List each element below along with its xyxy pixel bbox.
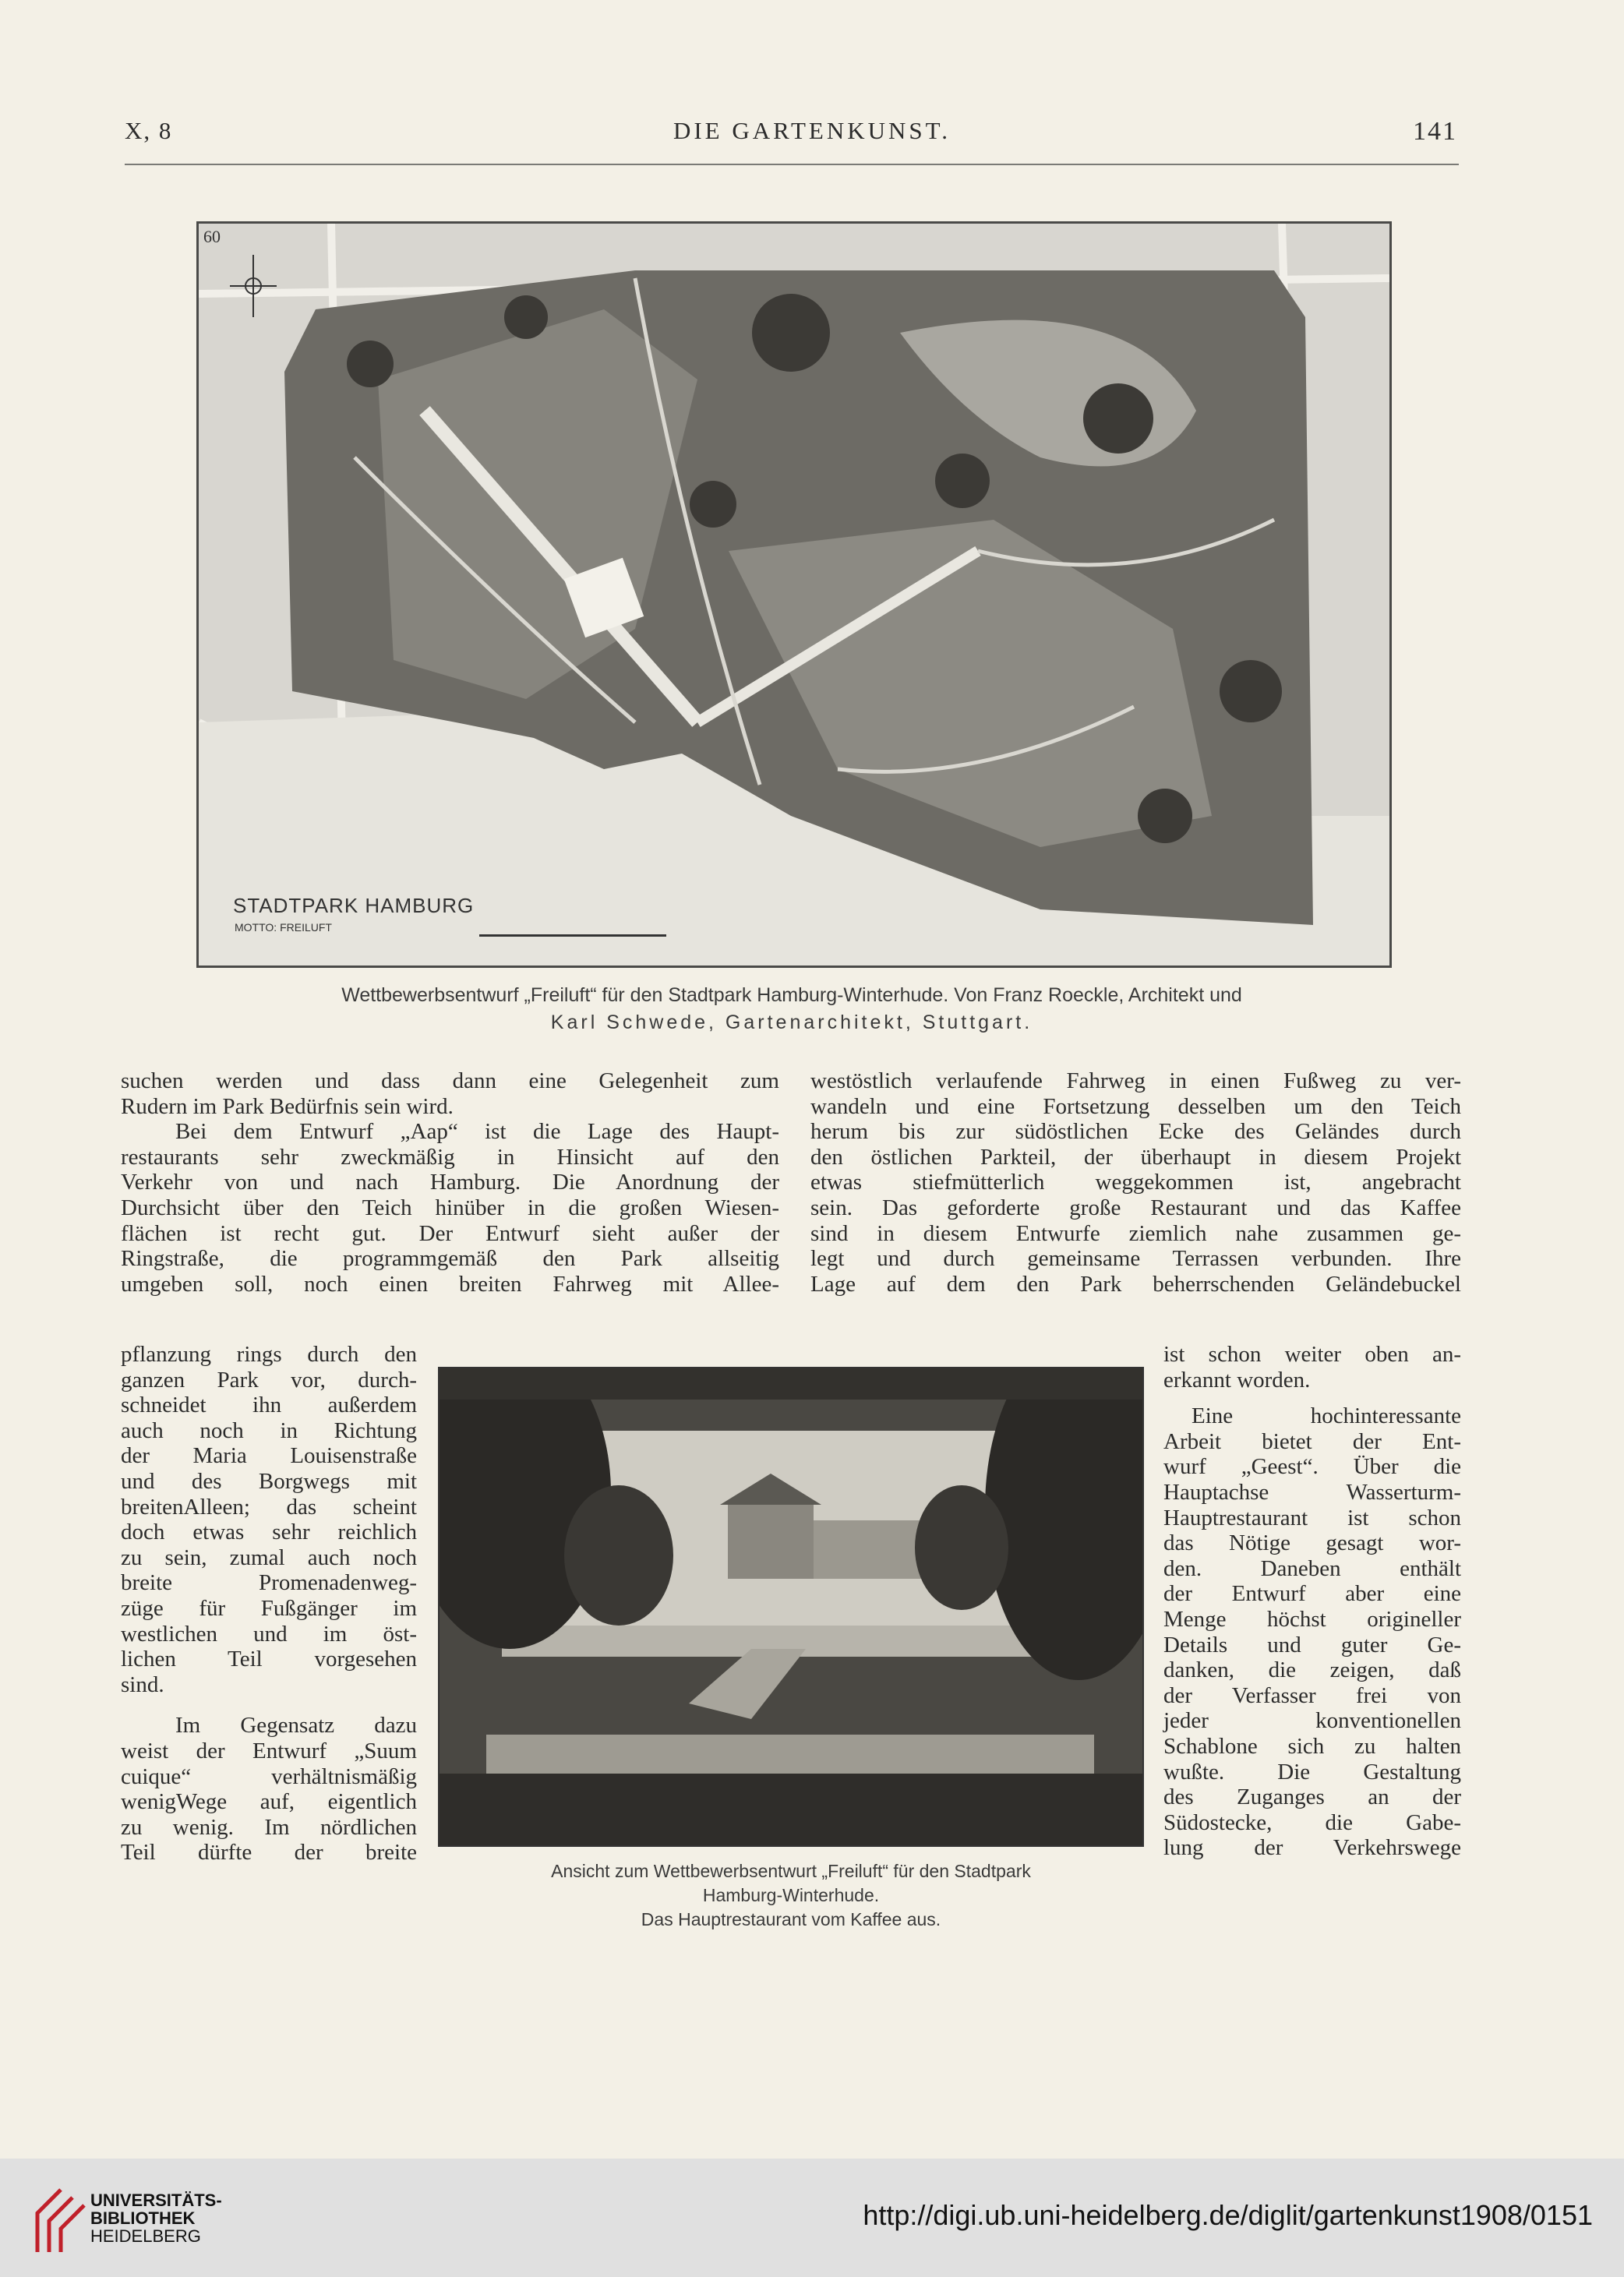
- text-line: doch etwas sehr reichlich: [121, 1520, 417, 1545]
- text-line: flächen ist recht gut. Der Entwurf sieht außer der: [121, 1220, 779, 1246]
- text-line: sein. Das geforderte große Restaurant und das Kaffee: [810, 1195, 1461, 1220]
- text-line: zu wenig. Im nördlichen: [121, 1814, 417, 1840]
- text-line: weist der Entwurf „Suum: [121, 1738, 417, 1763]
- left-column-full-lines: [121, 1068, 779, 1297]
- text-line: den östlichen Parkteil, der überhaupt in diesem Projekt: [810, 1144, 1461, 1170]
- text-line: etwas stiefmütterlich weggekommen ist, angebracht: [810, 1170, 1461, 1195]
- library-name-line1: UNIVERSITÄTS-: [90, 2191, 222, 2210]
- text-line: Im Gegensatz dazu: [175, 1713, 417, 1739]
- text-line: Details und guter Ge-: [1163, 1632, 1461, 1657]
- text-line: auch noch in Richtung: [121, 1417, 417, 1443]
- text-line: legt und durch gemeinsame Terrassen verbunden. Ihre: [810, 1246, 1461, 1272]
- text-line: lichen Teil vorgesehen: [121, 1647, 417, 1672]
- header-rule: [125, 164, 1459, 165]
- paragraph-gap: [1163, 1393, 1461, 1403]
- paragraph-gap: [121, 1697, 417, 1713]
- text-line: Teil dürfte der breite: [121, 1840, 417, 1866]
- text-line: breite Promenadenweg-: [121, 1570, 417, 1596]
- text-line: restaurants sehr zweckmäßig in Hinsicht auf den: [121, 1144, 779, 1170]
- plan-title: STADTPARK HAMBURG: [233, 894, 475, 917]
- text-line: das Nötige gesagt wor-: [1163, 1530, 1461, 1556]
- plan-scale-bar: [479, 934, 666, 937]
- text-line: herum bis zur südöstlichen Ecke des Geländes durch: [810, 1119, 1461, 1145]
- text-line: Südostecke, die Gabe-: [1163, 1809, 1461, 1835]
- page-number: 141: [1413, 117, 1457, 146]
- text-line: sind.: [121, 1672, 164, 1697]
- text-line: der Verfasser frei von: [1163, 1682, 1461, 1708]
- text-line: westlichen und im öst-: [121, 1621, 417, 1647]
- text-line: Hauptachse Wasserturm-: [1163, 1479, 1461, 1505]
- left-column-narrow-lines: [121, 1342, 417, 1866]
- text-line: erkannt worden.: [1163, 1367, 1311, 1393]
- text-line: Menge höchst origineller: [1163, 1606, 1461, 1632]
- text-line: wandeln und eine Fortsetzung desselben um den Teich: [810, 1093, 1461, 1119]
- text-line: Ringstraße, die programmgemäß den Park allseitig: [121, 1246, 779, 1272]
- text-line: den. Daneben enthält: [1163, 1555, 1461, 1581]
- text-line: lung der Verkehrswege: [1163, 1835, 1461, 1861]
- text-line: sind in diesem Entwurfe ziemlich nahe zusammen ge-: [810, 1220, 1461, 1246]
- text-line: zu sein, zumal auch noch: [121, 1544, 417, 1570]
- text-line: Durchsicht über den Teich hinüber in die großen Wiesen-: [121, 1195, 779, 1220]
- figure1-caption-line1: Wettbewerbsentwurf „Freiluft“ für den Stadtpark Hamburg-Winterhude. Von Franz Roeckle, Architekt und: [341, 984, 1242, 1006]
- text-line: danken, die zeigen, daß: [1163, 1657, 1461, 1683]
- park-plan-image: [199, 224, 1389, 966]
- text-line: des Zuganges an der: [1163, 1785, 1461, 1810]
- library-name: [90, 2191, 222, 2245]
- text-line: schneidet ihn außerdem: [121, 1393, 417, 1418]
- text-line: und des Borgwegs mit: [121, 1468, 417, 1494]
- text-line: suchen werden und dass dann eine Gelegenheit zum: [121, 1068, 779, 1093]
- figure1-caption-line2: Karl Schwede, Gartenarchitekt, Stuttgart.: [550, 1011, 1033, 1033]
- library-name-line3: HEIDELBERG: [90, 2226, 201, 2246]
- text-line: Eine hochinteressante: [1192, 1403, 1461, 1429]
- text-line: Lage auf dem den Park beherrschenden Geländebuckel: [810, 1271, 1461, 1297]
- park-plan-figure: [196, 221, 1392, 968]
- plan-corner-number: 60: [203, 227, 221, 246]
- right-column-full-lines: [810, 1068, 1461, 1297]
- text-line: züge für Fußgänger im: [121, 1595, 417, 1621]
- text-line: cuique“ verhältnismäßig: [121, 1763, 417, 1789]
- text-line: Rudern im Park Bedürfnis sein wird.: [121, 1093, 454, 1119]
- figure1-caption: [125, 982, 1459, 1036]
- restaurant-view-figure: [438, 1367, 1144, 1847]
- figure2-caption-line2: Hamburg-Winterhude.: [702, 1885, 880, 1905]
- text-line: Schablone sich zu halten: [1163, 1733, 1461, 1759]
- library-logo-icon: [30, 2182, 92, 2260]
- text-line: Verkehr von und nach Hamburg. Die Anordnung der: [121, 1170, 779, 1195]
- running-head-volume: X, 8: [125, 117, 173, 144]
- text-line: breitenAlleen; das scheint: [121, 1494, 417, 1520]
- text-line: umgeben soll, noch einen breiten Fahrweg mit Allee-: [121, 1271, 779, 1297]
- running-head-title: DIE GARTENKUNST.: [673, 117, 951, 144]
- text-line: wurf „Geest“. Über die: [1163, 1454, 1461, 1480]
- figure2-caption-line1: Ansicht zum Wettbewerbsentwurt „Freiluft“ für den Stadtpark: [551, 1861, 1031, 1881]
- text-line: ist schon weiter oben an-: [1163, 1342, 1461, 1367]
- text-line: westöstlich verlaufende Fahrweg in einen Fußweg zu ver-: [810, 1068, 1461, 1093]
- text-line: jeder konventionellen: [1163, 1708, 1461, 1734]
- source-url-link[interactable]: http://digi.ub.uni-heidelberg.de/diglit/gartenkunst1908/0151: [863, 2199, 1593, 2231]
- text-line: ganzen Park vor, durch-: [121, 1367, 417, 1393]
- plan-motto: MOTTO: FREILUFT: [235, 921, 332, 934]
- text-line: wußte. Die Gestaltung: [1163, 1759, 1461, 1785]
- text-line: Hauptrestaurant ist schon: [1163, 1505, 1461, 1530]
- text-line: Arbeit bietet der Ent-: [1163, 1428, 1461, 1454]
- text-line: der Entwurf aber eine: [1163, 1581, 1461, 1607]
- text-line: Bei dem Entwurf „Aap“ ist die Lage des Haupt-: [175, 1119, 779, 1145]
- text-line: der Maria Louisenstraße: [121, 1443, 417, 1469]
- right-column-narrow-lines: [1163, 1342, 1461, 1861]
- figure2-caption-line3: Das Hauptrestaurant vom Kaffee aus.: [641, 1909, 941, 1929]
- text-line: wenigWege auf, eigentlich: [121, 1789, 417, 1815]
- library-name-line2: BIBLIOTHEK: [90, 2208, 196, 2228]
- figure2-caption: [436, 1859, 1146, 1932]
- text-line: pflanzung rings durch den: [121, 1342, 417, 1367]
- restaurant-view-image: [440, 1368, 1142, 1845]
